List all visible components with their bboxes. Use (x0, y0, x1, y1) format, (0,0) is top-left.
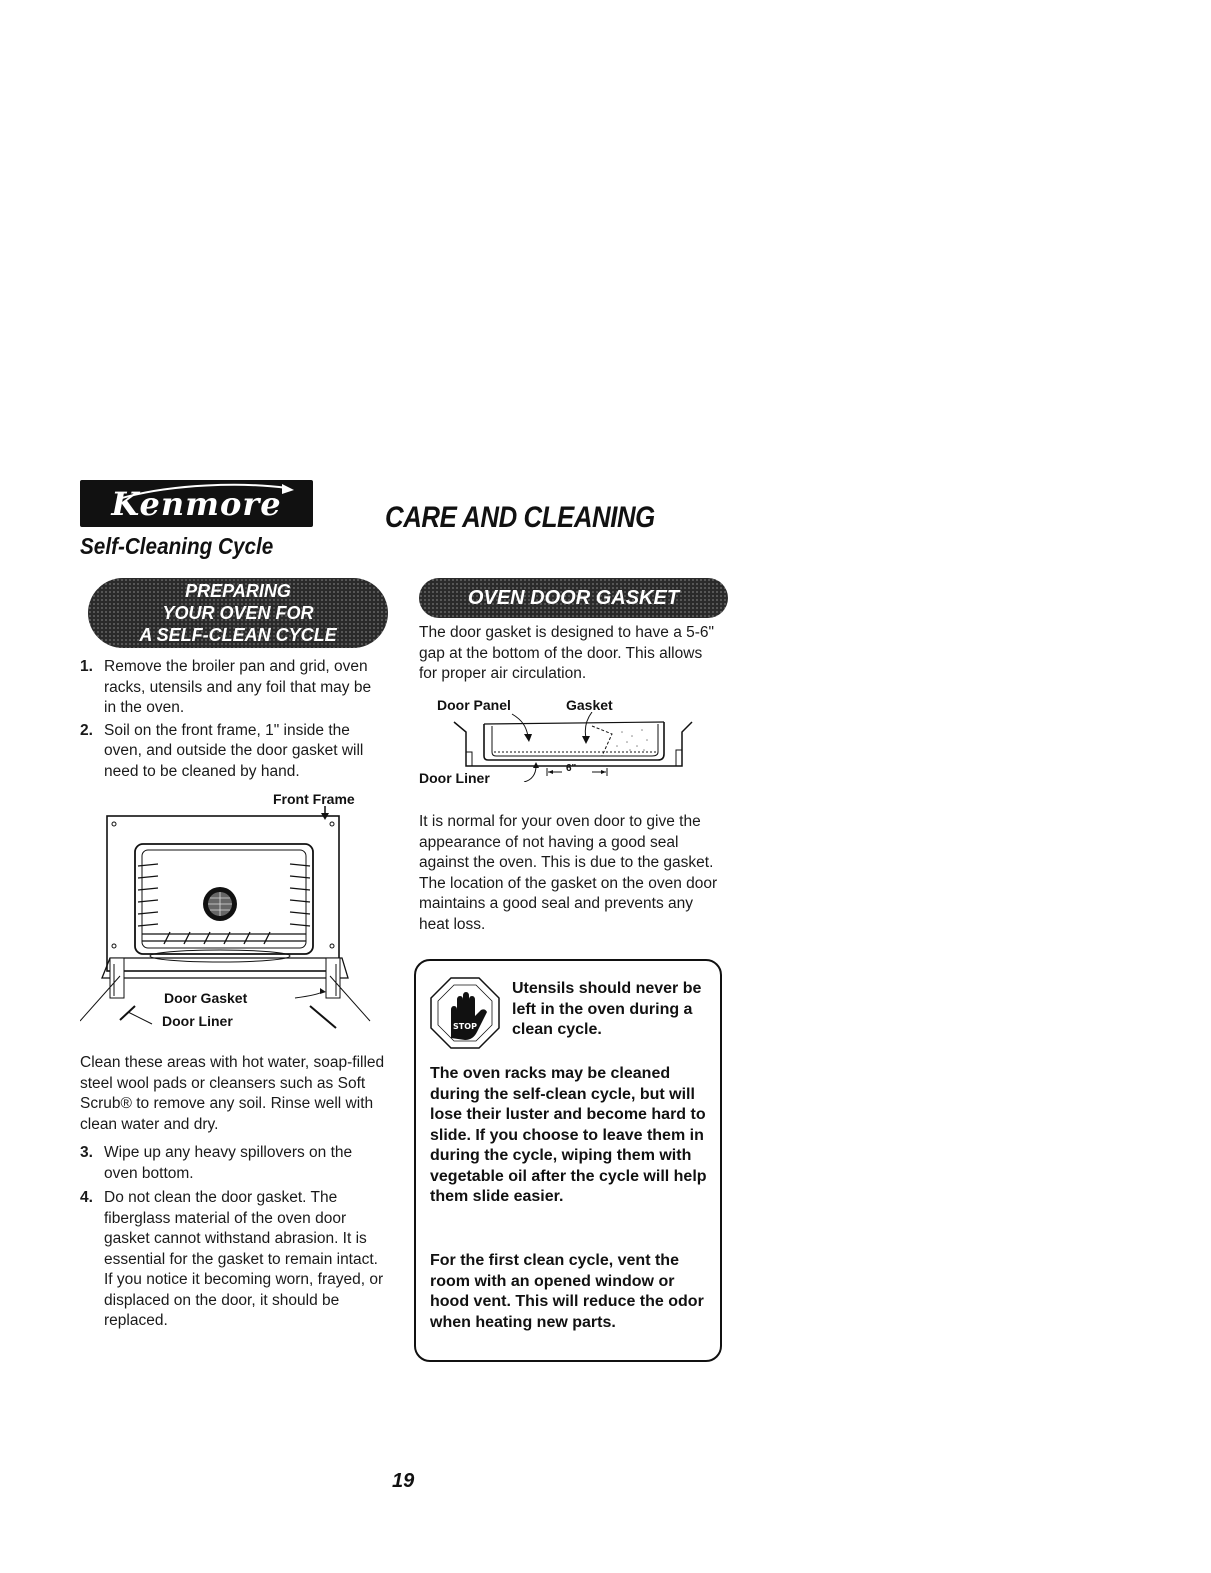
door-gasket-label: Door Gasket (164, 990, 248, 1006)
gap-dimension-label: 6" (566, 763, 577, 774)
step-number: 3. (80, 1144, 93, 1161)
banner-line: A SELF-CLEAN CYCLE (139, 625, 337, 645)
preparing-banner (88, 578, 388, 648)
list-item (80, 1143, 385, 1184)
door-liner-label-right: Door Liner (419, 770, 490, 786)
step-number: 2. (80, 721, 93, 739)
brand-name: Kenmore (111, 484, 282, 523)
warning-paragraph-1: The oven racks may be cleaned during the self-clean cycle, but will lose their luster and become hard to slide. If you choose to leave them in during the cycle, wiping them with vegetable oil after the cycle will help them slide easier. (430, 1065, 707, 1205)
warning-headline: Utensils should never be left in the oven during a clean cycle. (512, 980, 702, 1038)
clean-paragraph: Clean these areas with hot water, soap-filled steel wool pads or cleansers such as Soft Scrub® to remove any soil. Rinse well with clean water and dry. (80, 1054, 385, 1133)
step-text: Wipe up any heavy spillovers on the oven bottom. (104, 1144, 353, 1182)
door-panel-label: Door Panel (437, 697, 511, 713)
gasket-intro: The door gasket is designed to have a 5-6" gap at the bottom of the door. This allows for proper air circulation. (419, 624, 715, 682)
kenmore-logo (80, 480, 313, 527)
step-number: 1. (80, 658, 93, 675)
stop-hand-icon (427, 976, 503, 1056)
page-title: CARE AND CLEANING (385, 501, 655, 534)
banner-line: YOUR OVEN FOR (162, 603, 314, 623)
list-item (80, 721, 380, 783)
door-liner-label: Door Liner (162, 1013, 233, 1029)
banner-line: PREPARING (185, 581, 291, 601)
steps-top (80, 657, 380, 782)
step-text: Remove the broiler pan and grid, oven racks, utensils and any foil that may be in the oven. (104, 658, 372, 716)
step-text: Do not clean the door gasket. The fiberglass material of the oven door gasket cannot withstand abrasion. It is essential for the gasket to remain intact. If you notice it becoming worn, frayed, or displaced on the door, it should be replaced. (104, 1189, 384, 1329)
oven-door-gasket-banner: OVEN DOOR GASKET (419, 578, 728, 618)
steps-bottom (80, 1143, 385, 1332)
section-title: Self-Cleaning Cycle (80, 533, 274, 559)
gasket-label: Gasket (566, 697, 613, 713)
page-number: 19 (392, 1470, 415, 1492)
list-item (80, 657, 380, 719)
front-frame-label: Front Frame (273, 791, 355, 807)
step-number: 4. (80, 1189, 93, 1206)
warning-paragraph-2: For the first clean cycle, vent the room with an opened window or hood vent. This will reduce the odor when heating new parts. (430, 1252, 704, 1331)
list-item (80, 1188, 385, 1332)
normal-paragraph: It is normal for your oven door to give the appearance of not having a good seal against the oven. This is due to the gasket. The location of the gasket on the oven door maintains a good seal and prevents any heat loss. (419, 813, 718, 933)
step-text: Soil on the front frame, 1" inside the oven, and outside the door gasket will need to be cleaned by hand. (104, 721, 364, 780)
stop-sign-text: STOP (453, 1022, 477, 1031)
